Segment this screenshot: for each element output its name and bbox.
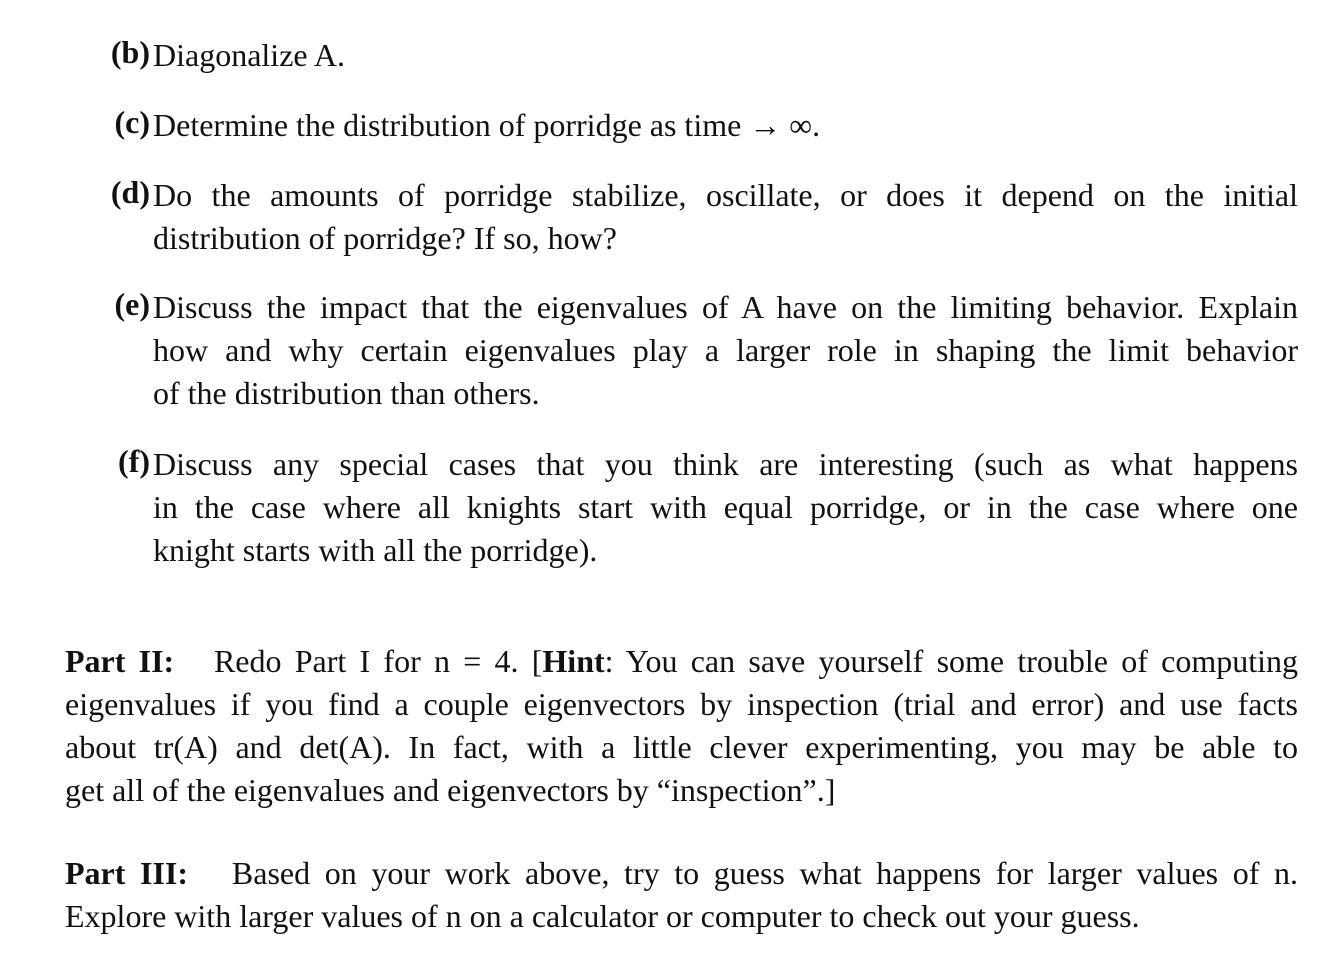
item-line: of the distribution than others. [153, 375, 540, 411]
item-text [153, 34, 1298, 77]
item-line: in the case where all knights start with equal porridge, or in the case where one [153, 489, 1298, 525]
item-line: Determine the distribution of porridge as time → ∞. [153, 107, 821, 143]
part-two-text: : You can save yourself some trouble of computing [604, 643, 1299, 679]
item-line: Do the amounts of porridge stabilize, oscillate, or does it depend on the initial [153, 177, 1298, 213]
item-label: (b) [110, 34, 150, 70]
item-line: distribution of porridge? If so, how? [153, 220, 617, 256]
part-three-text: Based on your work above, try to guess what happens for larger values of n. [231, 855, 1299, 891]
item-line: how and why certain eigenvalues play a larger role in shaping the limit behavior [153, 332, 1298, 368]
item-label: (f) [118, 443, 150, 479]
hint-label: Hint [542, 643, 605, 679]
part-two-paragraph [65, 640, 1298, 812]
item-label: (e) [114, 286, 150, 322]
item-text [153, 174, 1298, 260]
item-line: Discuss the impact that the eigenvalues of A have on the limiting behavior. Explain [153, 289, 1298, 325]
paragraph-line: about tr(A) and det(A). In fact, with a little clever experimenting, you may be able to [65, 729, 1298, 765]
item-label: (c) [114, 104, 150, 140]
part-two-heading: Part II: [65, 643, 175, 679]
item-text [153, 104, 1298, 147]
part-three-heading: Part III: [65, 855, 189, 891]
paragraph-line: Explore with larger values of n on a calculator or computer to check out your guess. [65, 898, 1140, 934]
part-three-paragraph [65, 852, 1298, 938]
item-label: (d) [110, 174, 150, 210]
item-line: knight starts with all the porridge). [153, 532, 598, 568]
paragraph-line: eigenvalues if you find a couple eigenvectors by inspection (trial and error) and use facts [65, 686, 1298, 722]
item-line: Discuss any special cases that you think are interesting (such as what happens [153, 446, 1298, 482]
part-two-text: Redo Part I for n = 4. [ [213, 643, 543, 679]
paragraph-line: get all of the eigenvalues and eigenvectors by “inspection”.] [65, 772, 836, 808]
paragraph-line [65, 640, 1298, 683]
paragraph-line [65, 852, 1298, 895]
item-text [153, 286, 1298, 415]
item-line: Diagonalize A. [153, 37, 345, 73]
item-text [153, 443, 1298, 572]
